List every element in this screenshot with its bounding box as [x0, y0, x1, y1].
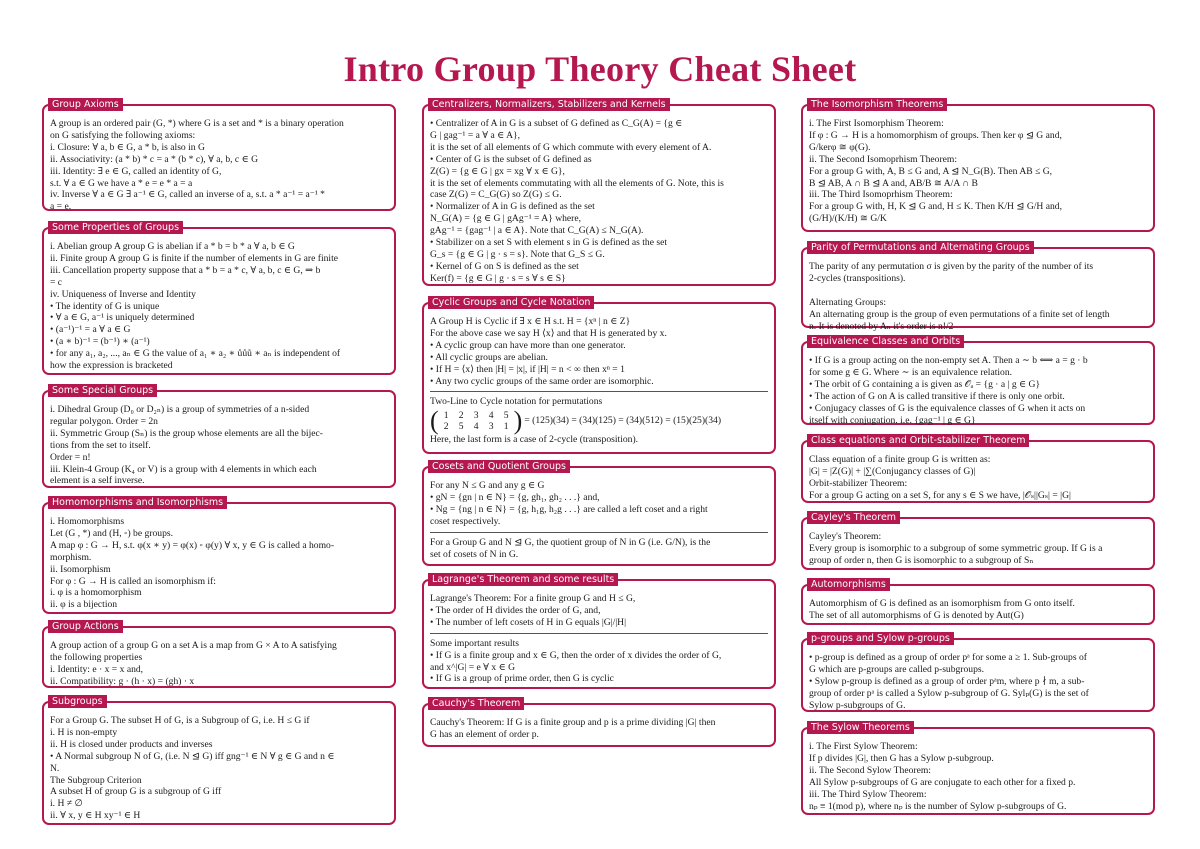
text-line: N_G(A) = {g ∈ G | gAg⁻¹ = A} where,: [430, 213, 582, 225]
text-line: and x^|G| = e ∀ x ∈ G: [430, 661, 515, 673]
text-line: • If G is a group acting on the non-empty set A. Then a ∼ b ⟺ a = g · b: [809, 355, 1088, 366]
text-line: A Group H is Cyclic if ∃ x ∈ H s.t. H = {xⁿ | n ∈ Z}: [430, 316, 631, 327]
lagrange-body-top: [430, 593, 768, 629]
p-groups-heading: p-groups and Sylow p-groups: [807, 632, 954, 645]
text-line: the following properties: [50, 651, 143, 663]
homomorphisms-heading: Homomorphisms and Isomorphisms: [48, 496, 227, 509]
text-line: ii. Associativity: (a * b) * c = a * (b * c), ∀ a, b, c ∈ G: [50, 153, 258, 165]
text-line: set of cosets of N in G.: [430, 548, 519, 560]
text-line: on G satisfying the following axioms:: [50, 129, 196, 141]
text-line: • The identity of G is unique: [50, 300, 160, 312]
text-line: N.: [50, 762, 60, 774]
text-line: A subset H of group G is a subgroup of G iff: [50, 786, 222, 798]
text-line: For any N ≤ G and any g ∈ G: [430, 480, 545, 491]
text-line: ii. ∀ x, y ∈ H xy⁻¹ ∈ H: [50, 810, 141, 822]
group-actions-heading: Group Actions: [48, 620, 123, 633]
perm-entry: 4: [473, 421, 479, 433]
text-line: G has an element of order p.: [430, 728, 539, 740]
permutation-result: = (125)(34) = (34)(125) = (34)(512) = (15)(25)(34): [524, 415, 722, 427]
isomorphism-theorems-body: [809, 118, 1147, 225]
cosets-body-bottom: [430, 537, 768, 561]
text-line: • ∀ a ∈ G, a⁻¹ is uniquely determined: [50, 312, 195, 324]
text-line: Cayley's Theorem:: [809, 531, 882, 542]
text-line: Every group is isomorphic to a subgroup of some symmetric group. If G is a: [809, 542, 1103, 554]
text-line: If p divides |G|, then G has a Sylow p-subgroup.: [809, 752, 994, 764]
perm-entry: 3: [488, 421, 494, 433]
cauchy-heading: Cauchy's Theorem: [428, 697, 524, 710]
perm-entry: 3: [473, 410, 479, 422]
special-groups-heading: Some Special Groups: [48, 384, 157, 397]
text-line: All Sylow p-subgroups of G are conjugate to each other for a fixed p.: [809, 776, 1076, 788]
text-line: A group action of a group G on a set A is a map from G × A to A satisfying: [50, 640, 337, 651]
cyclic-panel: [422, 297, 776, 454]
subgroups-heading: Subgroups: [48, 695, 107, 708]
text-line: For a Group G and N ⊴ G, the quotient group of N in G (i.e. G/N), is the: [430, 536, 711, 548]
text-line: G/kerφ ≅ φ(G).: [809, 141, 871, 153]
text-line: i. Identity: e · x = x and,: [50, 663, 144, 675]
text-line: i. Closure: ∀ a, b ∈ G, a * b, is also in G: [50, 141, 205, 153]
properties-body: [50, 241, 388, 372]
subgroups-panel: [42, 696, 396, 825]
text-line: Sylow p-subgroups of G.: [809, 699, 906, 711]
text-line: i. Homomorphisms: [50, 516, 125, 527]
text-line: i. H ≠ ∅: [50, 798, 83, 810]
text-line: 2-cycles (transpositions).: [809, 272, 906, 284]
text-line: ii. φ is a bijection: [50, 599, 118, 611]
lagrange-panel: [422, 574, 776, 689]
text-line: B ⊴ AB, A ∩ B ⊴ A and, AB/B ≅ A/A ∩ B: [809, 177, 978, 189]
perm-entry: 5: [503, 410, 509, 422]
text-line: [809, 285, 1147, 297]
text-line: • If G is a finite group and x ∈ G, then the order of x divides the order of G,: [430, 649, 722, 661]
text-line: • (a ∗ b)⁻¹ = (b⁻¹) ∗ (a⁻¹): [50, 336, 150, 348]
cosets-body-top: [430, 480, 768, 528]
text-line: iv. Uniqueness of Inverse and Identity: [50, 288, 196, 300]
text-line: • Any two cyclic groups of the same order are isomorphic.: [430, 375, 654, 387]
homomorphisms-body: [50, 516, 388, 611]
right-paren: ): [513, 406, 523, 436]
text-line: The set of all automorphisms of G is denoted by Aut(G): [809, 609, 1024, 621]
group-axioms-panel: [42, 99, 396, 213]
text-line: • A Normal subgroup N of G, (i.e. N ⊴ G) iff gng⁻¹ ∈ N ∀ g ∈ G and n ∈: [50, 750, 335, 762]
text-line: G which are p-groups are called p-subgroups.: [809, 663, 985, 675]
text-line: A map φ : G → H, s.t. φ(x ∗ y) = φ(x) ◦ φ(y) ∀ x, y ∈ G is called a homo-: [50, 539, 335, 551]
text-line: G_s = {g ∈ G | g · s = s}. Note that G_S ≤ G.: [430, 248, 605, 260]
class-equations-heading: Class equations and Orbit-stabilizer Theorem: [807, 434, 1029, 447]
text-line: for some g ∈ G. Where ∼ is an equivalence relation.: [809, 366, 1013, 378]
text-line: The parity of any permutation σ is given by the parity of the number of its: [809, 261, 1094, 272]
text-line: iv. Inverse ∀ a ∈ G ∃ a⁻¹ ∈ G, called an inverse of a, s.t. a * a⁻¹ = a⁻¹ *: [50, 189, 325, 201]
text-line: element is a self inverse.: [50, 475, 145, 487]
equivalence-panel: [801, 336, 1155, 426]
permutation-matrix: [430, 406, 523, 436]
text-line: • Sylow p-group is defined as a group of order pᵃm, where p ∤ m, a sub-: [809, 675, 1085, 687]
class-equations-body: [809, 454, 1147, 502]
lagrange-divider: [430, 633, 768, 634]
text-line: Some important results: [430, 637, 519, 649]
p-groups-panel: [801, 633, 1155, 712]
text-line: For the above case we say H ⟨x⟩ and that H is generated by x.: [430, 327, 667, 339]
text-line: morphism.: [50, 551, 92, 563]
text-line: • Conjugacy classes of G is the equivalence classes of G when it acts on: [809, 402, 1086, 414]
class-equations-panel: [801, 435, 1155, 503]
text-line: iii. The Third Sylow Theorem:: [809, 788, 927, 800]
text-line: ii. The Second Isomoprhism Theorem:: [809, 153, 958, 165]
text-line: group of order n, then G is isomorphic to a subgroup of Sₙ: [809, 554, 1034, 566]
cosets-heading: Cosets and Quotient Groups: [428, 460, 570, 473]
equivalence-body: [809, 355, 1147, 426]
p-groups-body: [809, 652, 1147, 712]
text-line: • The orbit of G containing a is given as 𝒪ₐ = {g · a | g ∈ G}: [809, 378, 1041, 390]
text-line: The Subgroup Criterion: [50, 774, 142, 786]
text-line: Z(G) = {g ∈ G | gx = xg ∀ x ∈ G},: [430, 165, 565, 177]
cosets-panel: [422, 461, 776, 566]
text-line: itself with conjugation. i.e. {gag⁻¹ | g ∈ G}: [809, 414, 976, 426]
permutation-example: [430, 406, 768, 436]
two-line-title: Two-Line to Cycle notation for permutations: [430, 396, 603, 408]
parity-heading: Parity of Permutations and Alternating Groups: [807, 241, 1034, 254]
text-line: For a Group G. The subset H of G, is a Subgroup of G, i.e. H ≤ G if: [50, 715, 310, 726]
group-actions-body: [50, 640, 388, 688]
lagrange-body-bottom: [430, 638, 768, 686]
page-title: Intro Group Theory Cheat Sheet: [343, 49, 857, 89]
text-line: • If H = ⟨x⟩ then |H| = |x|, if |H| = n < ∞ then xⁿ = 1: [430, 363, 625, 375]
text-line: • All cyclic groups are abelian.: [430, 351, 548, 363]
sylow-body: [809, 741, 1147, 812]
special-groups-panel: [42, 385, 396, 488]
text-line: For a group G with, H, K ⊴ G and, H ≤ K. Then K/H ⊴ G/H and,: [809, 201, 1062, 213]
text-line: it is the set of all elements of G which commute with every element of A.: [430, 141, 712, 153]
properties-heading: Some Properties of Groups: [48, 221, 183, 234]
text-line: ii. Finite group A group G is finite if the number of elements in G are finite: [50, 252, 339, 264]
perm-entry: 1: [443, 410, 449, 422]
cayley-heading: Cayley's Theorem: [807, 511, 900, 524]
text-line: • Centralizer of A in G is a subset of G defined as C_G(A) = {g ∈: [430, 118, 683, 129]
cyclic-last-line: Here, the last form is a case of 2-cycle (transposition).: [430, 434, 639, 446]
cyclic-divider: [430, 391, 768, 392]
automorphisms-body: [809, 598, 1147, 622]
text-line: An alternating group is the group of even permutations of a finite set of length: [809, 308, 1110, 320]
text-line: • for any a₁, a₂, ..., aₙ ∈ G the value of a₁ ∗ a₂ ∗ ůůů ∗ aₙ is independent of: [50, 348, 341, 360]
text-line: Ker(f) = {g ∈ G | g · s = s ∀ s ∈ S}: [430, 272, 566, 284]
perm-entry: 5: [458, 421, 464, 433]
text-line: |G| = |Z(G)| + |∑(Conjugancy classes of G)|: [809, 465, 976, 477]
cyclic-body: [430, 316, 768, 387]
group-axioms-heading: Group Axioms: [48, 98, 123, 111]
text-line: • The number of left cosets of H in G equals |G|/|H|: [430, 616, 627, 628]
text-line: ii. Isomorphism: [50, 563, 111, 575]
special-groups-body: [50, 404, 388, 487]
cayley-body: [809, 531, 1147, 567]
text-line: • (a⁻¹)⁻¹ = a ∀ a ∈ G: [50, 324, 131, 336]
text-line: • Ng = {ng | n ∈ N} = {g, h₁g, h₂g . . .} are called a left coset and a right: [430, 503, 708, 515]
text-line: a = e.: [50, 201, 72, 213]
isomorphism-theorems-panel: [801, 99, 1155, 232]
automorphisms-panel: [801, 579, 1155, 625]
text-line: iii. Identity: ∃ e ∈ G, called an identity of G,: [50, 165, 222, 177]
text-line: • Kernel of G on S is defined as the set: [430, 260, 579, 272]
centralizers-panel: [422, 99, 776, 286]
perm-entry: 1: [503, 421, 509, 433]
text-line: Orbit-stabilizer Theorem:: [809, 477, 908, 489]
text-line: For φ : G → H is called an isomorphism if:: [50, 575, 216, 587]
text-line: • A cyclic group can have more than one generator.: [430, 339, 626, 351]
text-line: how the expression is bracketed: [50, 360, 173, 372]
perm-entry: 2: [458, 410, 464, 422]
perm-entry: 4: [488, 410, 494, 422]
text-line: Lagrange's Theorem: For a finite group G and H ≤ G,: [430, 593, 636, 604]
parity-body: [809, 261, 1147, 332]
centralizers-body: [430, 118, 768, 285]
text-line: case Z(G) = C_G(G) so Z(G) ≤ G.: [430, 189, 562, 201]
text-line: s.t. ∀ a ∈ G we have a * e = e * a = a: [50, 177, 193, 189]
lagrange-heading: Lagrange's Theorem and some results: [428, 573, 618, 586]
text-line: = c: [50, 276, 63, 288]
perm-bottom-row: [439, 421, 514, 432]
text-line: For a group G acting on a set S, for any s ∈ S we have, |𝒪ₛ||Gₛ| = |G|: [809, 489, 1071, 501]
group-actions-panel: [42, 621, 396, 688]
equivalence-heading: Equivalence Classes and Orbits: [807, 335, 964, 348]
subgroups-body: [50, 715, 388, 822]
text-line: If φ : G → H is a homomorphism of groups. Then ker φ ⊴ G and,: [809, 129, 1062, 141]
text-line: ii. H is closed under products and inverses: [50, 738, 213, 750]
sylow-panel: [801, 722, 1155, 815]
text-line: • If G is a group of prime order, then G is cyclic: [430, 673, 614, 685]
text-line: (G/H)/(K/H) ≅ G/K: [809, 213, 887, 225]
text-line: • The action of G on A is called transitive if there is only one orbit.: [809, 390, 1065, 402]
text-line: i. The First Sylow Theorem:: [809, 741, 918, 752]
text-line: tions from the set to itself.: [50, 439, 151, 451]
text-line: i. The First Isomorphism Theorem:: [809, 118, 944, 129]
properties-panel: [42, 222, 396, 375]
text-line: regular polygon. Order = 2n: [50, 415, 158, 427]
cayley-panel: [801, 512, 1155, 570]
text-line: Cauchy's Theorem: If G is a finite group and p is a prime dividing |G| then: [430, 717, 716, 728]
left-paren: (: [430, 406, 439, 436]
automorphisms-heading: Automorphisms: [807, 578, 890, 591]
text-line: • The order of H divides the order of G, and,: [430, 604, 601, 616]
parity-panel: [801, 242, 1155, 332]
group-axioms-body: [50, 118, 388, 213]
text-line: iii. The Third Isomoprhism Theorem:: [809, 189, 953, 201]
text-line: ii. The Second Sylow Theorem:: [809, 764, 931, 776]
text-line: Let (G , *) and (H, ◦) be groups.: [50, 527, 174, 539]
sylow-heading: The Sylow Theorems: [807, 721, 914, 734]
text-line: i. H is non-empty: [50, 726, 118, 738]
text-line: Alternating Groups:: [809, 296, 887, 308]
text-line: iii. Cancellation property suppose that a * b = a * c, ∀ a, b, c ∈ G, ⇒ b: [50, 264, 321, 276]
text-line: ii. Symmetric Group (Sₙ) is the group whose elements are all the bijec-: [50, 427, 323, 439]
text-line: A group is an ordered pair (G, *) where G is a set and * is a binary operation: [50, 118, 344, 129]
text-line: Order = n!: [50, 451, 91, 463]
perm-top-row: [439, 410, 514, 421]
cyclic-heading: Cyclic Groups and Cycle Notation: [428, 296, 594, 309]
isomorphism-theorems-heading: The Isomorphism Theorems: [807, 98, 947, 111]
text-line: i. Abelian group A group G is abelian if a * b = b * a ∀ a, b ∈ G: [50, 241, 295, 252]
text-line: gAg⁻¹ = {gag⁻¹ | a ∈ A}. Note that C_G(A) ≤ N_G(A).: [430, 225, 644, 237]
cosets-divider: [430, 532, 768, 533]
text-line: For a group G with, A, B ≤ G and, A ⊴ N_G(B). Then AB ≤ G,: [809, 165, 1053, 177]
text-line: • gN = {gn | n ∈ N} = {g, gh₁, gh₂ . . .} and,: [430, 491, 600, 503]
text-line: • Stabilizer on a set S with element s in G is defined as the set: [430, 237, 668, 249]
text-line: i. φ is a homomorphism: [50, 587, 142, 599]
text-line: nₚ ≡ 1(mod p), where nₚ is the number of Sylow p-subgroups of G.: [809, 800, 1067, 812]
cauchy-body: [430, 717, 768, 741]
text-line: coset respectively.: [430, 515, 501, 527]
text-line: iii. Klein-4 Group (K₄ or V) is a group with 4 elements in which each: [50, 463, 317, 475]
text-line: Class equation of a finite group G is written as:: [809, 454, 991, 465]
centralizers-heading: Centralizers, Normalizers, Stabilizers and Kernels: [428, 98, 670, 111]
text-line: • p-group is defined as a group of order pᵃ for some a ≥ 1. Sub-groups of: [809, 652, 1087, 663]
text-line: ii. Compatibility: g · (h · x) = (gh) · x: [50, 675, 195, 687]
text-line: • Normalizer of A in G is defined as the set: [430, 201, 595, 213]
text-line: • Center of G is the subset of G defined as: [430, 153, 592, 165]
perm-entry: 2: [443, 421, 449, 433]
text-line: i. Dihedral Group (D₀ or D₂ₙ) is a group of symmetries of a n-sided: [50, 404, 310, 415]
cauchy-panel: [422, 698, 776, 747]
homomorphisms-panel: [42, 497, 396, 614]
text-line: it is the set of elements commutating with all the elements of G. Note, this is: [430, 177, 724, 189]
text-line: Automorphism of G is defined as an isomorphism from G onto itself.: [809, 598, 1075, 609]
text-line: G | gag⁻¹ = a ∀ a ∈ A},: [430, 129, 521, 141]
text-line: n. It is denoted by Aₙ it's order is n!/2: [809, 320, 954, 332]
text-line: group of order pᵃ is called a Sylow p-subgroup of G. Sylₚ(G) is the set of: [809, 687, 1089, 699]
